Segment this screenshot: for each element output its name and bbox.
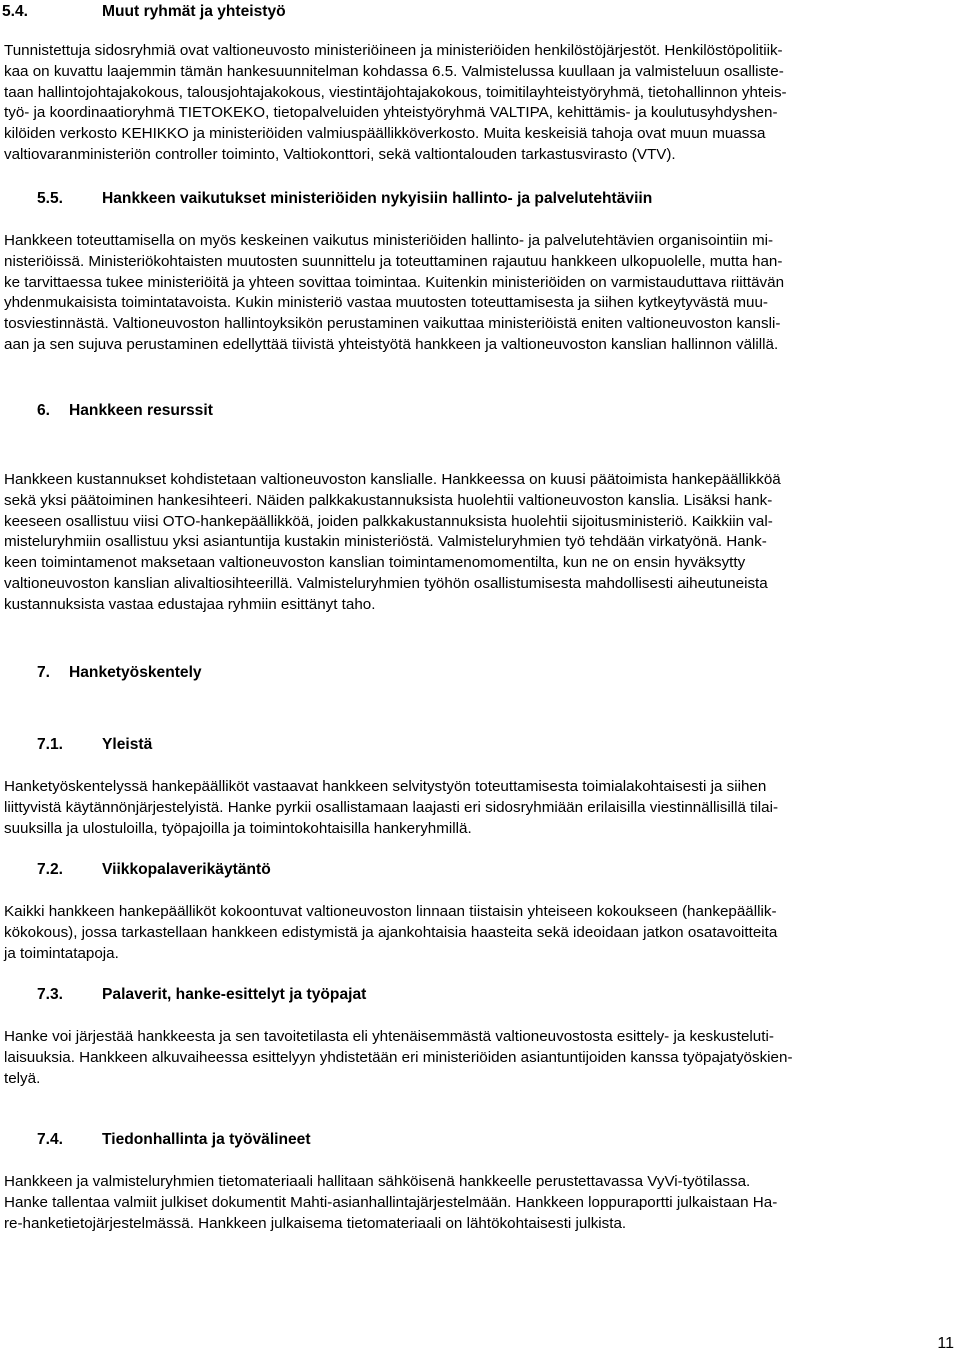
paragraph-6 (4, 470, 950, 616)
paragraph-line: Hankkeen ja valmisteluryhmien tietomateriaali hallitaan sähköisenä hankkeelle perustettavassa VyVi-työtilassa. (4, 1173, 751, 1190)
heading-number: 5.4. (2, 3, 29, 20)
paragraph-7-2 (4, 902, 950, 964)
heading-number: 7. (37, 664, 51, 681)
paragraph-line: keeseen osallistuu viisi OTO-hankepäällikköä, joiden palkkakustannuksista huolehtii sijoitusministeriö. Kaikkiin val- (4, 512, 773, 530)
paragraph-line: laisuuksia. Hankkeen alkuvaiheessa esittelyyn yhdistetään eri ministeriöiden asiantuntijoiden kanssa työpajatyöskien- (4, 1048, 793, 1066)
paragraph-line: Kaikki hankkeen hankepäälliköt kokoontuvat valtioneuvoston linnaan tiistaisin yhteiseen kokoukseen (hankepäällik- (4, 903, 777, 920)
heading-number: 7.2. (37, 861, 64, 878)
paragraph-7-1 (4, 777, 950, 839)
paragraph-5-4 (4, 41, 950, 166)
paragraph-line: aan ja sen sujuva perustaminen edellyttää tiivistä yhteistyötä hankkeen ja valtioneuvoston kanslian hallinnon välillä. (4, 335, 779, 353)
paragraph-line: ja toimintatapoja. (4, 944, 119, 962)
paragraph-line: keen toimintamenot maksetaan valtioneuvoston kanslian toimintamenomomentilta, kun ne on ensin hyväksytty (4, 554, 746, 572)
heading-title: Hanketyöskentely (69, 664, 202, 681)
heading-title: Hankkeen vaikutukset ministeriöiden nykyisiin hallinto- ja palvelutehtäviin (102, 190, 653, 207)
paragraph-line: suuksilla ja ulostuloilla, työpajoilla ja toimintokohtaisilla hankeryhmillä. (4, 819, 472, 837)
heading-number: 6. (37, 402, 51, 419)
paragraph-line: kaa on kuvattu laajemmin tämän hankesuunnitelman kohdassa 6.5. Valmistelussa kuullaan ja valmisteluun osalliste- (4, 62, 784, 80)
paragraph-line: Hanke voi järjestää hankkeesta ja sen tavoitetilasta eli yhtenäisemmästä valtioneuvostosta esittely- ja keskusteluti- (4, 1028, 774, 1045)
paragraph-line: sekä yksi päätoiminen hankesihteeri. Näiden palkkakustannuksista huolehtii valtioneuvoston kanslia. Lisäksi hank- (4, 491, 773, 509)
paragraph-7-3 (4, 1027, 950, 1089)
paragraph-line: tosviestinnästä. Valtioneuvoston hallintoyksikön perustaminen vaikuttaa ministeriöistä eniten valtioneuvoston kansli- (4, 315, 781, 333)
heading-title: Tiedonhallinta ja työvälineet (102, 1131, 311, 1148)
paragraph-line: valtiovaranministeriön controller toiminto, Valtiokonttori, sekä valtiontalouden tarkastusvirasto (VTV). (4, 145, 676, 163)
heading-title: Hankkeen resurssit (69, 402, 213, 419)
paragraph-line: työ- ja koordinaatioryhmä TIETOKEKO, tietopalveluiden yhteistyöryhmä VALTIPA, kehittämis- ja koulutusyhdyshen- (4, 104, 778, 122)
heading-title: Viikkopalaverikäytäntö (102, 861, 271, 878)
paragraph-line: liittyvistä käytännönjärjestelyistä. Hanke pyrkii osallistamaan laajasti eri sidosryhmiään erilaisilla viestinnällisillä tilai- (4, 798, 779, 816)
paragraph-line: Hanke tallentaa valmiit julkiset dokumentit Mahti-asianhallintajärjestelmään. Hankkeen loppuraportti julkaistaan Ha- (4, 1193, 778, 1211)
paragraph-5-5 (4, 231, 950, 356)
paragraph-line: kökokous), jossa tarkastellaan hankkeen edistymistä ja ajankohtaisia haasteita sekä ideoidaan jatkon osatavoitteita (4, 923, 778, 941)
paragraph-line: kilöiden verkosto KEHIKKO ja ministeriöiden valmiuspäällikköverkosto. Muita keskeisiä tahoja ovat muun muassa (4, 125, 766, 143)
paragraph-line: Hankkeen kustannukset kohdistetaan valtioneuvoston kanslialle. Hankkeessa on kuusi päätoimista hankepäällikköä (4, 471, 781, 488)
heading-title: Yleistä (102, 736, 153, 753)
heading-number: 7.1. (37, 736, 64, 753)
paragraph-line: Tunnistettuja sidosryhmiä ovat valtioneuvosto ministeriöineen ja ministeriöiden henkilöstöjärjestöt. Henkilöstöpolitiik- (4, 42, 783, 59)
paragraph-line: yhdenmukaisista toimintatavoista. Kukin ministeriö vastaa muutosten toteuttamisesta ja siihen kytkeytyvästä muu- (4, 294, 768, 312)
paragraph-line: Hankkeen toteuttamisella on myös keskeinen vaikutus ministeriöiden hallinto- ja palvelutehtävien organisointiin mi- (4, 232, 774, 249)
paragraph-line: kustannuksista vastaa edustajaa ryhmiin esittänyt taho. (4, 595, 376, 613)
paragraph-line: re-hanketietojärjestelmässä. Hankkeen julkaisema tietomateriaali on lähtökohtaisesti julkista. (4, 1214, 627, 1232)
paragraph-7-4 (4, 1172, 950, 1234)
paragraph-line: Hanketyöskentelyssä hankepäälliköt vastaavat hankkeen selvitystyön toteuttamisesta toimialakohtaisesti ja siihen (4, 778, 767, 795)
paragraph-line: telyä. (4, 1069, 41, 1087)
paragraph-line: nisteriöissä. Ministeriökohtaisten muutosten suunnittelu ja toteuttaminen rajautuu hankkeen ulkopuolelle, mutta han- (4, 252, 783, 270)
heading-title: Muut ryhmät ja yhteistyö (102, 3, 286, 20)
heading-number: 7.3. (37, 986, 64, 1003)
paragraph-line: valtioneuvoston kanslian alivaltiosihteerillä. Valmisteluryhmien työhön osallistumisesta mahdollisesti aiheutuneista (4, 574, 768, 592)
paragraph-line: taan hallintojohtajakokous, talousjohtajakokous, viestintäjohtajakokous, toimitilayhteistyöryhmä, tietohallinnon yhteis- (4, 83, 787, 101)
paragraph-line: misteluryhmiin osallistuu yksi asiantuntija kustakin ministeriöstä. Valmisteluryhmien työ tehdään virkatyönä. Hank- (4, 533, 767, 551)
heading-number: 7.4. (37, 1131, 64, 1148)
heading-title: Palaverit, hanke-esittelyt ja työpajat (102, 986, 367, 1003)
page-number: 11 (937, 1335, 954, 1352)
paragraph-line: ke tarvittaessa tukee ministeriöitä ja yhteen sovittaa toimintaa. Kuitenkin ministeriöiden on varmistauduttava riittävän (4, 273, 785, 291)
heading-number: 5.5. (37, 190, 64, 207)
